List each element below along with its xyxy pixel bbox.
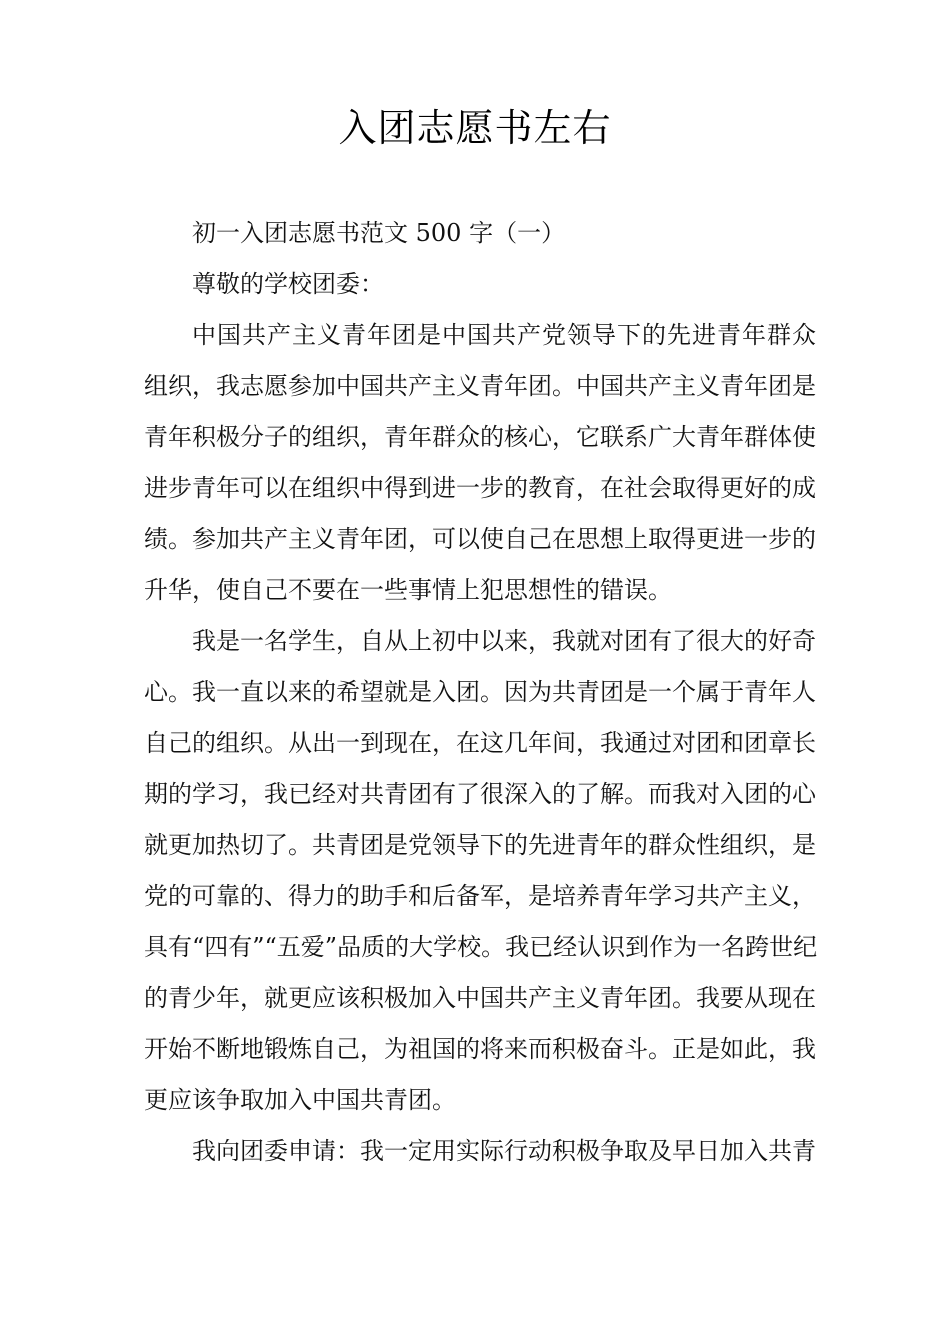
paragraph-line: 我向团委申请：我一定用实际行动积极争取及早日加入共青 — [192, 1137, 816, 1165]
paragraph-line: 组织，我志愿参加中国共产主义青年团。中国共产主义青年团是 — [144, 372, 816, 400]
paragraph-line: 进步青年可以在组织中得到进一步的教育，在社会取得更好的成 — [144, 474, 816, 502]
paragraph-line: 就更加热切了。共青团是党领导下的先进青年的群众性组织，是 — [144, 831, 816, 859]
salutation-line: 尊敬的学校团委： — [192, 270, 384, 298]
paragraph-line: 具有“四有”“五爱”品质的大学校。我已经认识到作为一名跨世纪 — [144, 933, 818, 961]
paragraph-line: 自己的组织。从出一到现在，在这几年间，我通过对团和团章长 — [144, 729, 816, 757]
paragraph-line: 中国共产主义青年团是中国共产党领导下的先进青年群众 — [192, 321, 816, 349]
paragraph-line: 升华，使自己不要在一些事情上犯思想性的错误。 — [144, 576, 672, 604]
paragraph-line: 青年积极分子的组织，青年群众的核心，它联系广大青年群体使 — [144, 423, 816, 451]
document-title: 入团志愿书左右 — [338, 106, 612, 150]
paragraph-line: 的青少年，就更应该积极加入中国共产主义青年团。我要从现在 — [144, 984, 816, 1012]
paragraph-line: 期的学习，我已经对共青团有了很深入的了解。而我对入团的心 — [144, 780, 816, 808]
paragraph-line: 开始不断地锻炼自己，为祖国的将来而积极奋斗。正是如此，我 — [144, 1035, 816, 1063]
document-body — [144, 208, 816, 1177]
paragraph-line: 心。我一直以来的希望就是入团。因为共青团是一个属于青年人 — [144, 678, 816, 706]
heading-line: 初一入团志愿书范文 500 字（一） — [192, 219, 566, 247]
paragraph-line: 我是一名学生，自从上初中以来，我就对团有了很大的好奇 — [192, 627, 816, 655]
paragraph-line: 绩。参加共产主义青年团，可以使自己在思想上取得更进一步的 — [144, 525, 816, 553]
paragraph-line: 更应该争取加入中国共青团。 — [144, 1086, 456, 1114]
paragraph-line: 党的可靠的、得力的助手和后备军，是培养青年学习共产主义， — [144, 882, 816, 910]
